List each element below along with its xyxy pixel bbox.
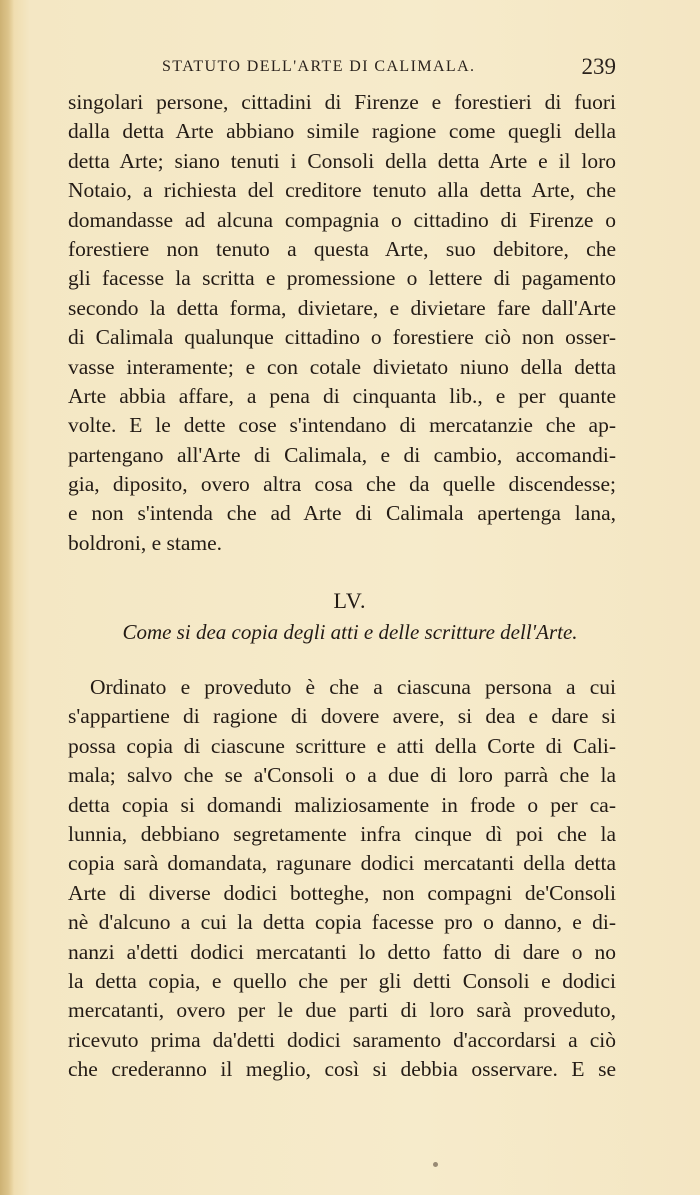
- text-line: di Calimala qualunque cittadino o forestiere ciò non osser-: [68, 325, 616, 350]
- text-line: secondo la detta forma, divietare, e divietare fare dall'Arte: [68, 295, 616, 320]
- text-line: nè d'alcuno a cui la detta copia facesse pro o danno, e di-: [68, 910, 616, 935]
- text-line: gia, diposito, overo altra cosa che da quelle discendesse;: [68, 472, 616, 497]
- text-line: Arte abbia affare, a pena di cinquanta lib., e per quante: [68, 383, 616, 408]
- text-line: s'appartiene di ragione di dovere avere, si dea e dare si: [68, 704, 616, 729]
- text-line: vasse interamente; e con cotale divietato niuno della detta: [68, 354, 616, 379]
- text-line: forestiere non tenuto a questa Arte, suo debitore, che: [68, 236, 616, 261]
- text-line: Notaio, a richiesta del creditore tenuto alla detta Arte, che: [68, 178, 616, 203]
- text-line: boldroni, e stame.: [68, 530, 223, 555]
- paragraph-continued: [68, 88, 616, 558]
- text-line: volte. E le dette cose s'intendano di mercatanzie che ap-: [68, 413, 616, 438]
- text-line: e non s'intenda che ad Arte di Calimala apertenga lana,: [68, 501, 616, 526]
- section-number: LV.: [333, 588, 367, 613]
- page-header: [68, 54, 616, 84]
- page-number: 239: [581, 54, 616, 79]
- ink-speck: [433, 1162, 438, 1167]
- text-line: dalla detta Arte abbiano simile ragione come quegli della: [68, 119, 616, 144]
- text-line: partengano all'Arte di Calimala, e di cambio, accomandi-: [68, 442, 616, 467]
- text-line: possa copia di ciascune scritture e atti della Corte di Cali-: [68, 733, 616, 758]
- running-title: STATUTO DELL'ARTE DI CALIMALA.: [162, 58, 476, 75]
- text-line: la detta copia, e quello che per gli detti Consoli e dodici: [68, 968, 616, 993]
- text-line: che crederanno il meglio, così si debbia osservare. E se: [68, 1057, 616, 1082]
- text-line: singolari persone, cittadini di Firenze e forestieri di fuori: [68, 90, 616, 114]
- text-line: gli facesse la scritta e promessione o lettere di pagamento: [68, 266, 616, 291]
- text-line: detta copia si domandi maliziosamente in frode o per ca-: [68, 792, 616, 817]
- text-line: Arte di diverse dodici botteghe, non compagni de'Consoli: [68, 880, 616, 905]
- text-line: Ordinato e proveduto è che a ciascuna persona a cui: [90, 675, 616, 699]
- text-line: nanzi a'detti dodici mercatanti lo detto fatto di dare o no: [68, 939, 616, 964]
- text-line: domandasse ad alcuna compagnia o cittadino di Firenze o: [68, 207, 616, 232]
- text-line: detta Arte; siano tenuti i Consoli della detta Arte e il loro: [68, 148, 616, 173]
- paragraph-main: [68, 673, 616, 1084]
- text-line: copia sarà domandata, ragunare dodici mercatanti della detta: [68, 851, 616, 876]
- text-line: mercatanti, overo per le due parti di loro sarà proveduto,: [68, 998, 616, 1023]
- text-line: mala; salvo che se a'Consoli o a due di loro parrà che la: [68, 763, 616, 788]
- text-line: ricevuto prima da'detti dodici saramento d'accordarsi a ciò: [68, 1027, 616, 1052]
- section-title: Come si dea copia degli atti e delle scritture dell'Arte.: [122, 620, 578, 644]
- text-line: lunnia, debbiano segretamente infra cinque dì poi che la: [68, 821, 616, 846]
